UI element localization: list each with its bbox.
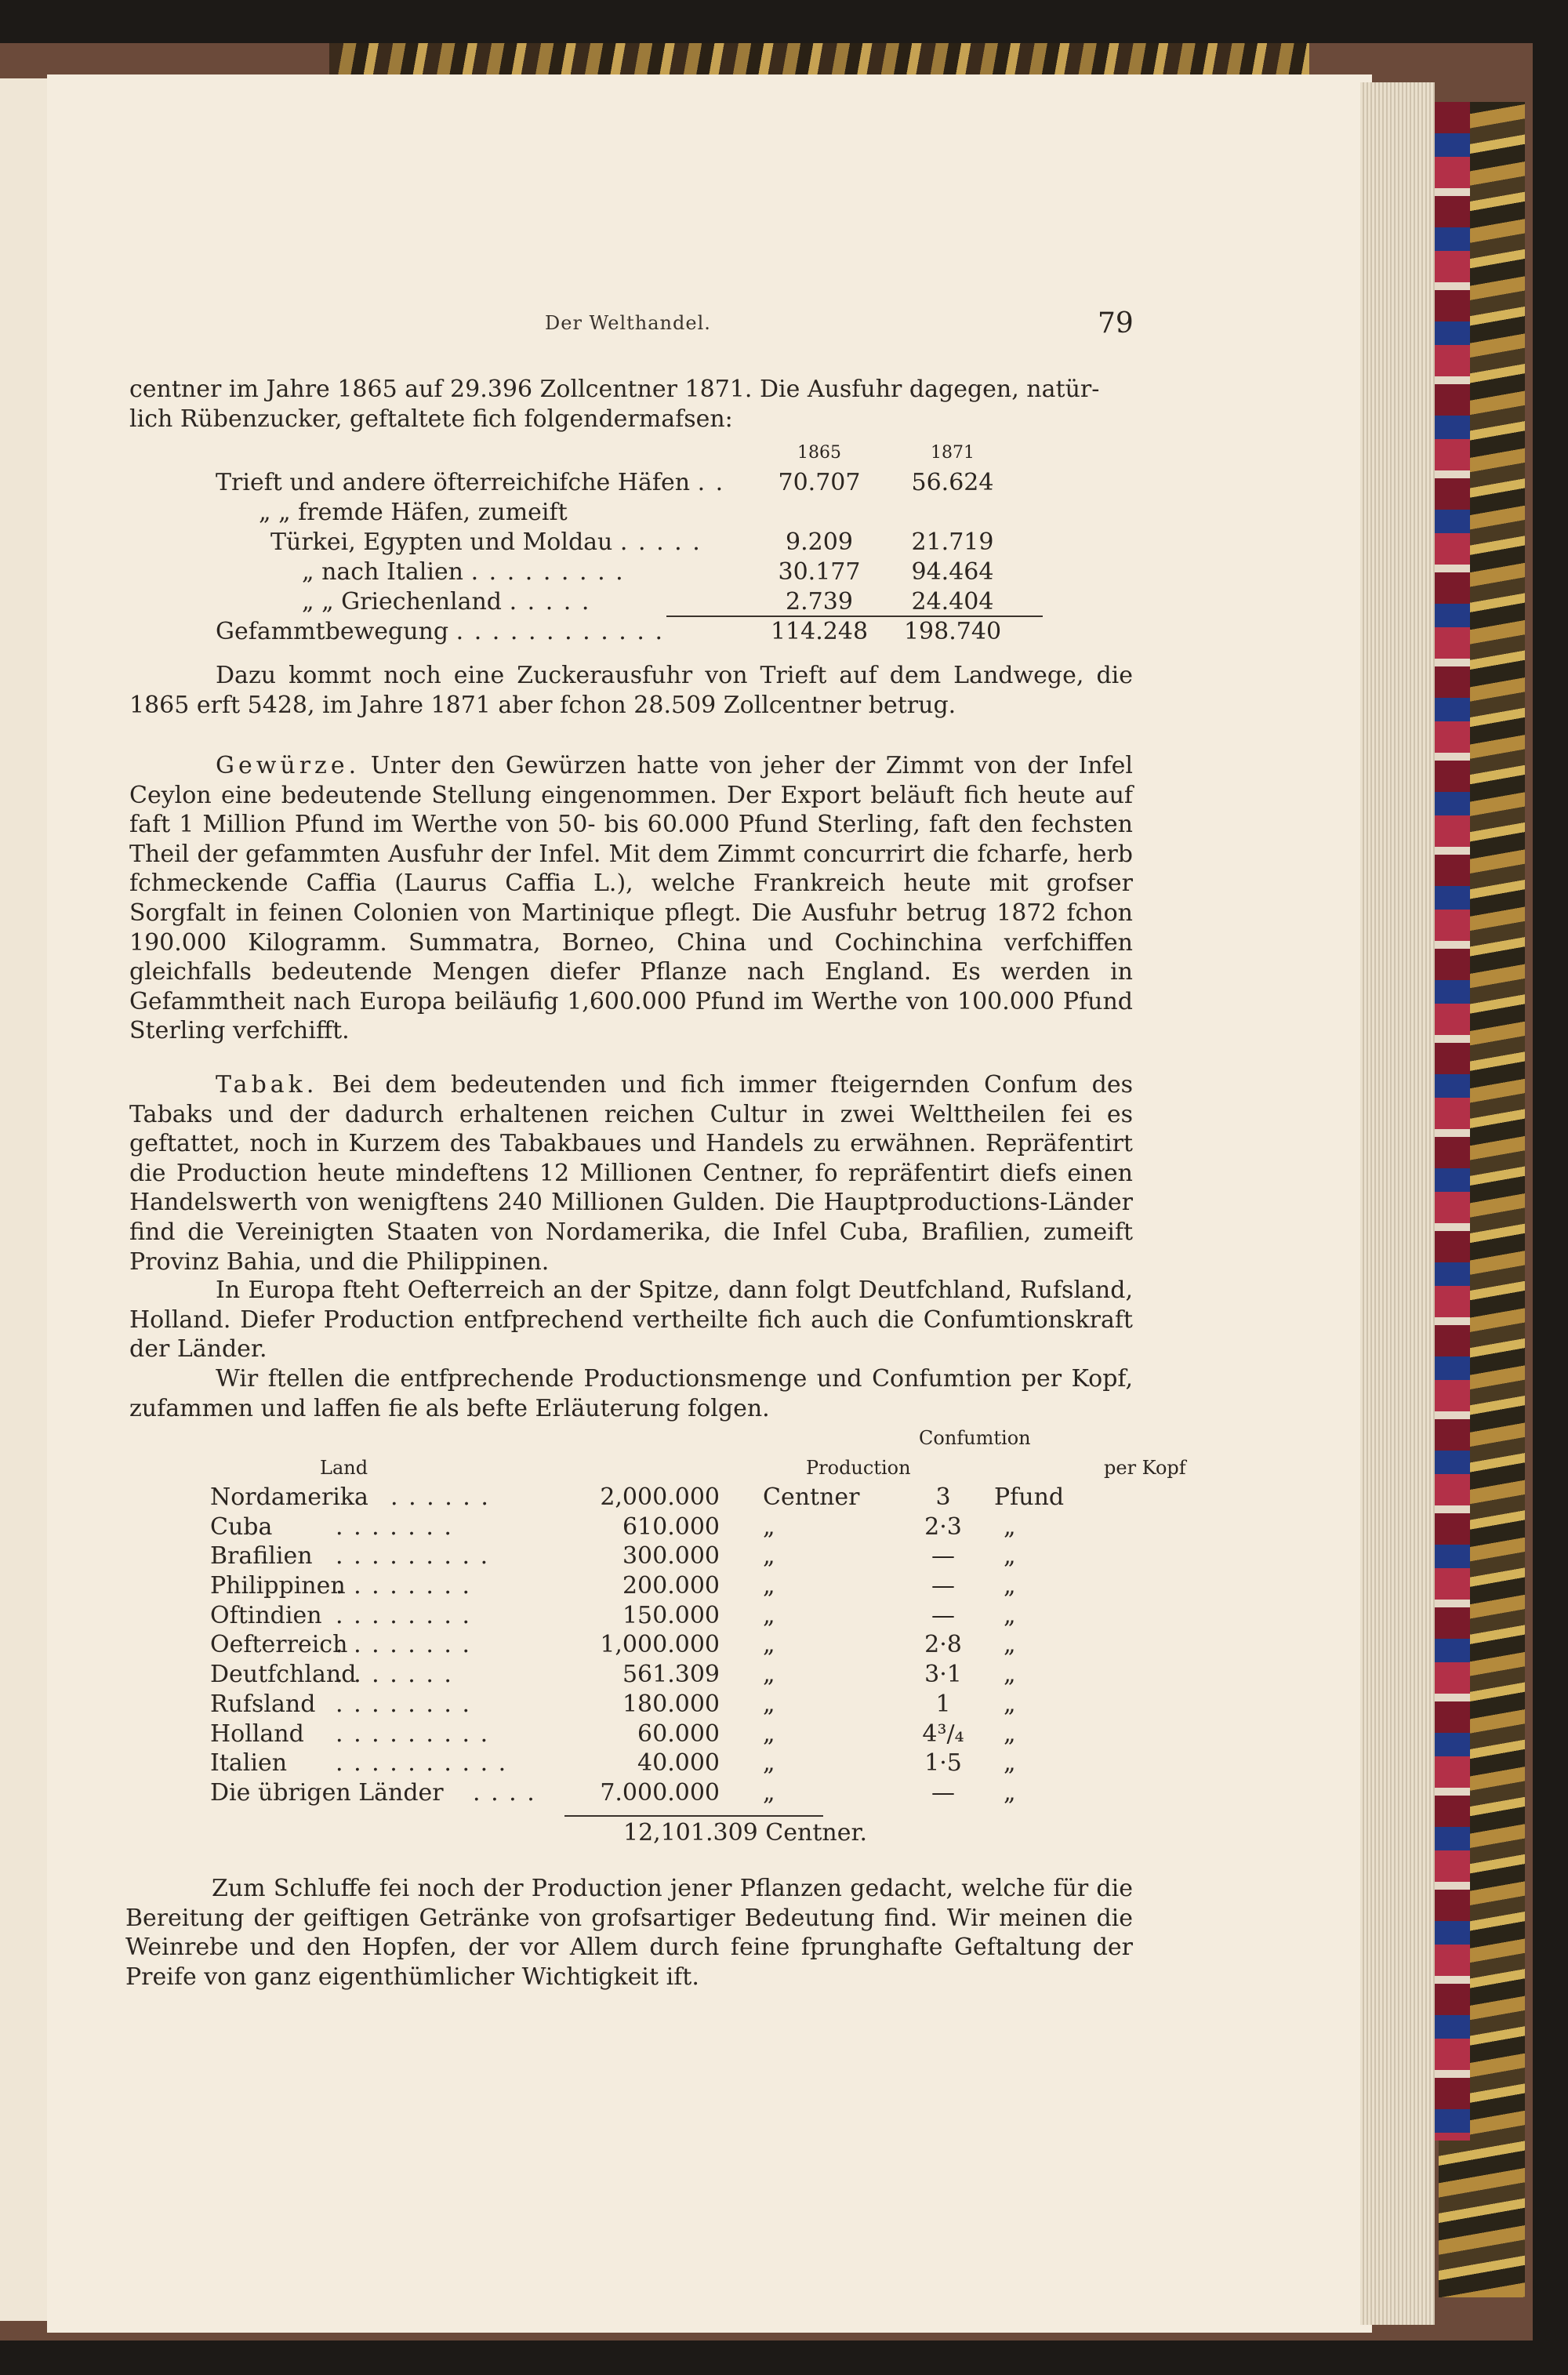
consumption-value: 3·1 — [924, 1661, 962, 1689]
total-1865: 114.248 — [770, 617, 869, 645]
paragraph-wir: Wir ftellen die entfprechende Productionsmenge und Confumtion per Kopf, zufammen und laffen fie als befte Erläuterung folgen. — [129, 1365, 1133, 1422]
tobacco-production-table — [210, 1453, 1261, 1483]
production-unit: „ — [763, 1661, 775, 1689]
consumption-unit: „ — [1004, 1572, 1016, 1600]
consumption-unit: „ — [1004, 1513, 1016, 1541]
consumption-value: 3 — [935, 1483, 951, 1511]
leader-dots: . . . . — [473, 1778, 536, 1807]
section-heading-tabak: Tabak. — [216, 1071, 318, 1099]
country-name: Rufsland — [210, 1690, 316, 1718]
production-unit: „ — [763, 1720, 775, 1748]
production-unit: Centner — [763, 1483, 860, 1511]
country-name: Nordamerika — [210, 1483, 368, 1511]
production-value: 2,000.000 — [600, 1483, 720, 1511]
table-row — [216, 527, 1031, 557]
table-row — [210, 1542, 1073, 1572]
value-1865: 30.177 — [778, 557, 861, 586]
table-row — [210, 1661, 1073, 1690]
production-value: 200.000 — [622, 1572, 720, 1600]
table-row — [216, 467, 1031, 497]
production-unit: „ — [763, 1601, 775, 1629]
table-row — [210, 1720, 1073, 1750]
table-row — [210, 1690, 1073, 1720]
production-unit: „ — [763, 1749, 775, 1778]
leader-dots: . . . . . . . . . . — [336, 1749, 508, 1778]
leader-dots: . . . . . . . . . — [336, 1720, 490, 1748]
row-label: Trieft und andere öfterreichifche Häfen — [216, 468, 691, 496]
country-name: Holland — [210, 1720, 304, 1748]
production-unit: „ — [763, 1542, 775, 1571]
table-row — [210, 1572, 1073, 1602]
paragraph-tabak-text: Bei dem bedeutenden und fich immer fteigernden Confum des Tabaks und der dadurch erhaltenen reichen Cultur in zwei Welttheilen fei es geftattet, noch in Kurzem des Tabakbaues und Handels zu erwähnen. Repräfentirt die Production heute mindeftens 12 Millionen Centner, fo repräfentirt diefs einen Handelswerth von wenigftens 240 Millionen Gulden. Die Hauptproductions-Länder find die Vereinigten Staaten von Nordamerika, die Infel Cuba, Brafilien, zumeift Provinz Bahia, und die Philippinen. — [129, 1071, 1133, 1276]
production-value: 180.000 — [622, 1690, 720, 1718]
intro-line-1: centner im Jahre 1865 auf 29.396 Zollcentner 1871. Die Ausfuhr dagegen, natür- — [129, 376, 1100, 403]
table-row — [210, 1779, 1073, 1809]
country-name: Italien — [210, 1749, 288, 1778]
consumption-unit: „ — [1004, 1601, 1016, 1629]
paragraph-schluss: Zum Schluffe fei noch der Production jener Pflanzen gedacht, welche für die Bereitung der geiftigen Getränke von grofsartiger Bedeutung find. Wir meinen die Weinrebe und den Hopfen, der vor Allem durch feine fprunghafte Geftaltung der Preife von ganz eigenthümlicher Wichtigkeit ift. — [125, 1875, 1133, 1991]
production-unit: „ — [763, 1513, 775, 1541]
production-unit: „ — [763, 1690, 775, 1718]
production-value: 610.000 — [622, 1513, 720, 1541]
country-name: Oefterreich — [210, 1631, 348, 1659]
country-name: Deutfchland — [210, 1661, 357, 1689]
production-unit: „ — [763, 1631, 775, 1659]
running-title: Der Welthandel. — [545, 312, 711, 334]
country-name: Philippinen — [210, 1572, 346, 1600]
consumption-value: 4³/₄ — [922, 1720, 964, 1748]
leader-dots: . . . . . . . — [336, 1513, 453, 1541]
table-row-total — [216, 616, 1031, 646]
consumption-unit: „ — [1004, 1631, 1016, 1659]
section-heading-gewuerze: Gewürze. — [216, 752, 361, 779]
production-unit: „ — [763, 1572, 775, 1600]
row-label: Türkei, Egypten und Moldau — [270, 528, 613, 556]
table-row — [210, 1631, 1073, 1661]
header-consumption-2: per Kopf — [1104, 1457, 1186, 1479]
production-value: 150.000 — [622, 1601, 720, 1629]
leader-dots: . . . . . . . . — [336, 1631, 472, 1659]
consumption-unit: „ — [1004, 1749, 1016, 1778]
consumption-unit: „ — [1004, 1778, 1016, 1807]
consumption-value: — — [931, 1572, 955, 1600]
header-consumption-1: Confumtion — [919, 1427, 1031, 1449]
value-1871: 56.624 — [911, 468, 994, 496]
table-row — [210, 1749, 1073, 1779]
production-value: 7.000.000 — [600, 1778, 720, 1807]
sum-rule-production — [564, 1815, 823, 1817]
row-label: „ „ fremde Häfen, zumeift — [259, 498, 568, 526]
leader-dots: . . . . . . . . — [336, 1601, 472, 1629]
page-number: 79 — [1098, 307, 1134, 340]
consumption-value: 1·5 — [924, 1749, 962, 1778]
col-1865-header: 1865 — [797, 442, 841, 463]
consumption-unit: Pfund — [994, 1483, 1065, 1511]
production-total: 12,101.309 Centner. — [623, 1819, 868, 1847]
leader-dots: . . . . . . . . . — [336, 1542, 490, 1571]
table-row — [216, 586, 1031, 616]
header-production: Production — [806, 1457, 911, 1479]
table-row — [210, 1602, 1073, 1632]
value-1871: 21.719 — [911, 528, 994, 556]
leader-dots: . . . . . — [509, 587, 591, 616]
leader-dots: . . . . . . . . — [336, 1690, 472, 1718]
country-name: Brafilien — [210, 1542, 313, 1571]
consumption-unit: „ — [1004, 1661, 1016, 1689]
consumption-unit: „ — [1004, 1690, 1016, 1718]
consumption-unit: „ — [1004, 1720, 1016, 1748]
facing-page-edge — [0, 78, 51, 2321]
country-name: Oftindien — [210, 1601, 322, 1629]
consumption-value: — — [931, 1601, 955, 1629]
leader-dots: . . . . . — [619, 528, 702, 556]
leader-dots: . . . . . . . . . . . . — [456, 617, 664, 645]
value-1865: 2.739 — [786, 587, 853, 616]
paragraph-gewuerze — [129, 751, 1133, 1046]
paragraph-dazu: Dazu kommt noch eine Zuckerausfuhr von Trieft auf dem Landwege, die 1865 erft 5428, im Jahre 1871 aber fchon 28.509 Zollcentner betrug. — [129, 662, 1133, 719]
header-land: Land — [320, 1457, 368, 1479]
paragraph-gewuerze-text: Unter den Gewürzen hatte von jeher der Zimmt von der Infel Ceylon eine bedeutende Stellung eingenommen. Der Export beläuft fich heute auf faft 1 Million Pfund im Werthe von 50- bis 60.000 Pfund Sterling, faft den fechsten Theil der gefammten Ausfuhr der Infel. Mit dem Zimmt concurrirt die fcharfe, herb fchmeckende Caffia (Laurus Caffia L.), welche Frankreich heute mit grofser Sorgfalt in feinen Colonien von Martinique pflegt. Die Ausfuhr betrug 1872 fchon 190.000 Kilogramm. Summatra, Borneo, China und Cochinchina verfchiffen gleichfalls bedeutende Mengen diefer Pflanze nach England. Es werden in Gefammtheit nach Europa beiläufig 1,600.000 Pfund im Werthe von 100.000 Pfund Sterling verfchifft. — [129, 752, 1133, 1045]
table-row — [210, 1513, 1073, 1543]
paragraph-tabak — [129, 1070, 1133, 1276]
country-name: Cuba — [210, 1513, 273, 1541]
marbled-endpaper-edge — [1435, 102, 1470, 2141]
production-value: 300.000 — [622, 1542, 720, 1571]
row-label: Gefammtbewegung — [216, 617, 449, 645]
row-label: „ nach Italien — [302, 557, 464, 586]
consumption-value: 2·8 — [924, 1631, 962, 1659]
leader-dots: . . . . . . . . . — [470, 557, 625, 586]
paragraph-europa: In Europa fteht Oefterreich an der Spitze, dann folgt Deutfchland, Rufsland, Holland. Diefer Production entfprechend vertheilte fich auch die Confumtionskraft der Länder. — [129, 1276, 1133, 1364]
total-1871: 198.740 — [903, 617, 1002, 645]
tobacco-rows — [210, 1483, 1073, 1809]
value-1871: 94.464 — [911, 557, 994, 586]
intro-line-2: lich Rübenzucker, geftaltete fich folgendermafsen: — [129, 405, 733, 433]
consumption-unit: „ — [1004, 1542, 1016, 1571]
consumption-value: — — [931, 1542, 955, 1571]
table-row — [210, 1483, 1073, 1513]
col-1871-header: 1871 — [931, 442, 975, 463]
consumption-value: 2·3 — [924, 1513, 962, 1541]
consumption-value: 1 — [935, 1690, 951, 1718]
production-unit: „ — [763, 1778, 775, 1807]
value-1865: 70.707 — [778, 468, 861, 496]
value-1871: 24.404 — [911, 587, 994, 616]
leader-dots: . . . . . . . — [336, 1661, 453, 1689]
production-value: 40.000 — [637, 1749, 720, 1778]
production-value: 60.000 — [637, 1720, 720, 1748]
value-1865: 9.209 — [786, 528, 853, 556]
consumption-value: — — [931, 1778, 955, 1807]
intro-text — [129, 375, 1133, 434]
table-row — [216, 497, 1031, 527]
page-stack-edge — [1360, 82, 1435, 2325]
leader-dots: . . . . . . — [390, 1483, 490, 1511]
sum-rule — [666, 616, 1043, 617]
leader-dots: . . — [697, 468, 725, 496]
production-value: 1,000.000 — [600, 1631, 720, 1659]
production-value: 561.309 — [622, 1661, 720, 1689]
row-label: „ „ Griechenland — [302, 587, 503, 616]
leader-dots: . . . . . . . . — [336, 1572, 472, 1600]
country-name: Die übrigen Länder — [210, 1778, 444, 1807]
table-row — [216, 557, 1031, 586]
